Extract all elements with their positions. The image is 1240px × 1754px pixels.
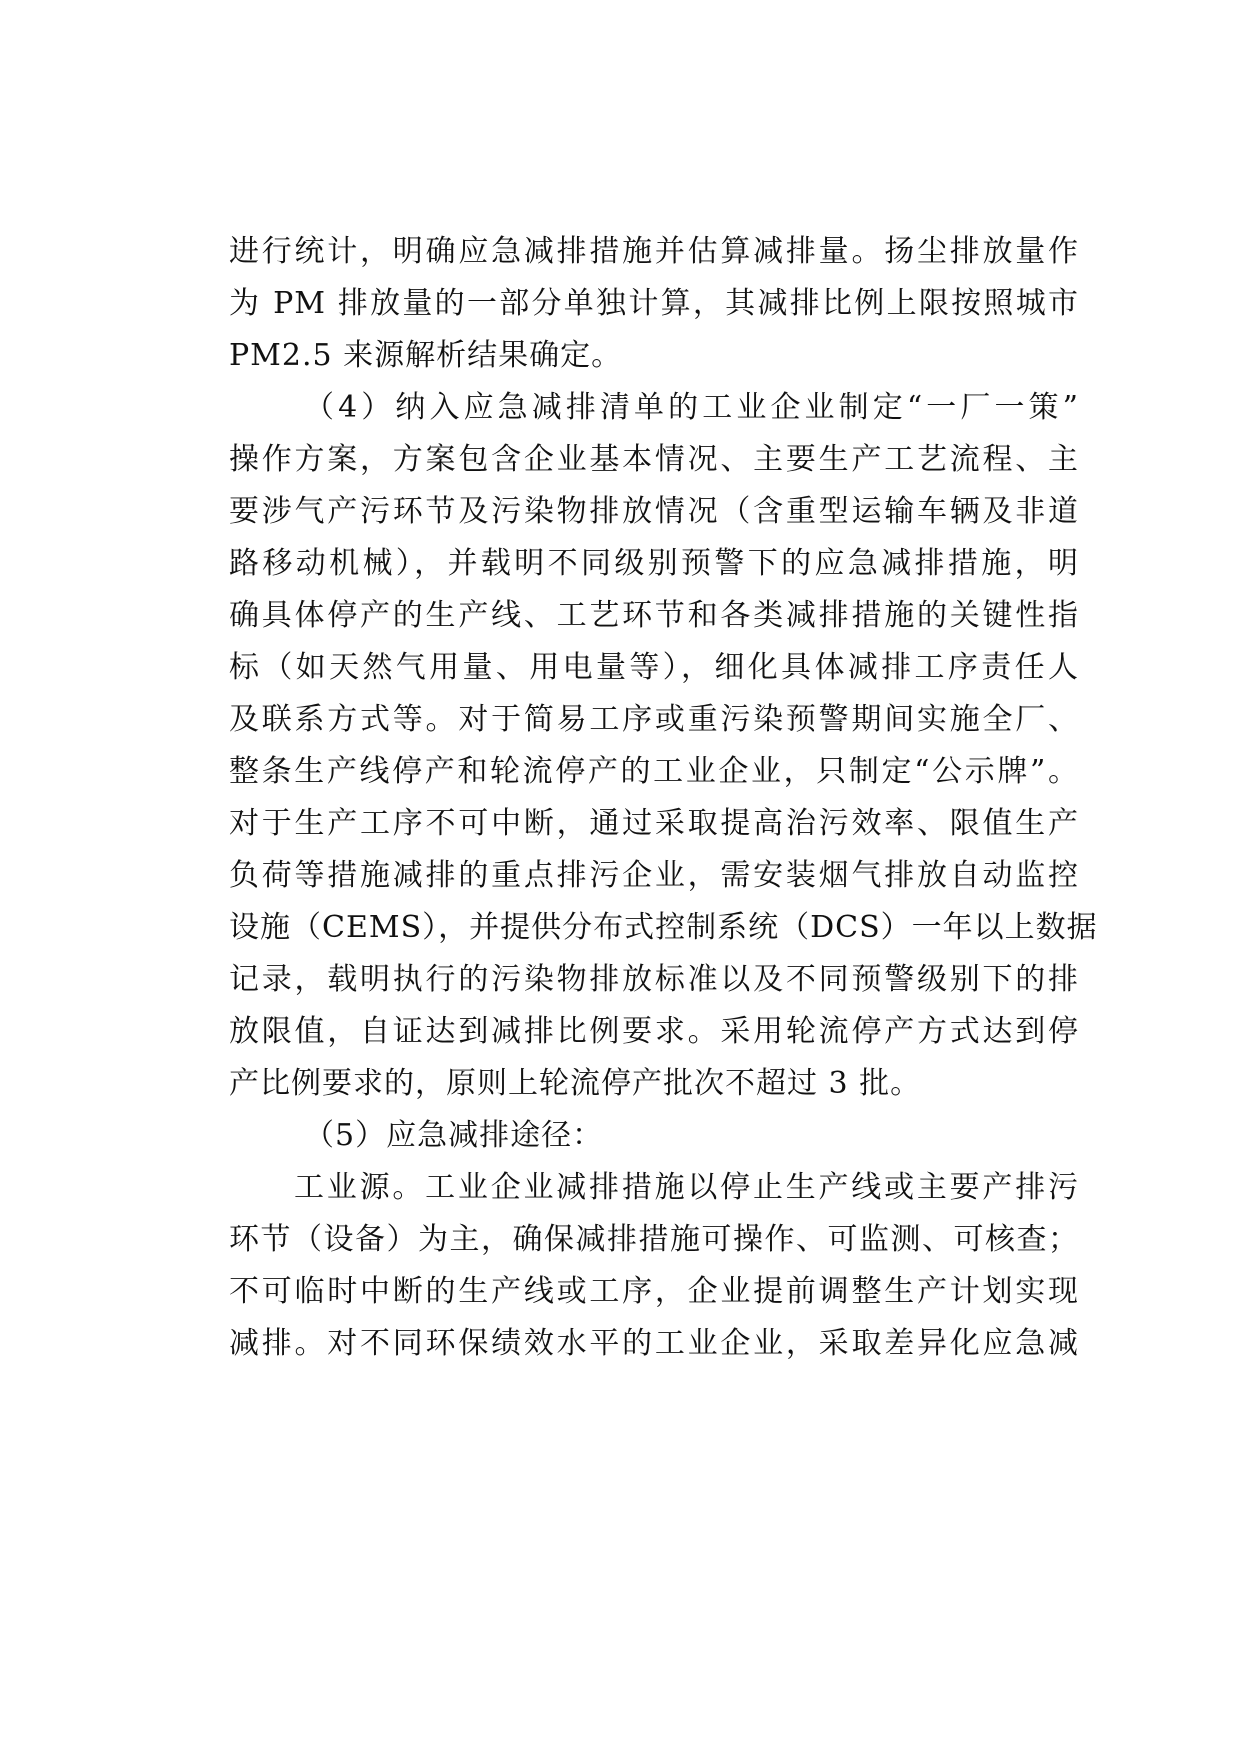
text-line: 整条生产线停产和轮流停产的工业企业，只制定“公示牌”。: [229, 754, 1079, 789]
text-line: 环节（设备）为主，确保减排措施可操作、可监测、可核查；: [229, 1222, 1079, 1257]
text-line: 确具体停产的生产线、工艺环节和各类减排措施的关键性指: [229, 598, 1079, 633]
text-line: 及联系方式等。对于简易工序或重污染预警期间实施全厂、: [229, 702, 1079, 737]
text-line: 不可临时中断的生产线或工序，企业提前调整生产计划实现: [229, 1274, 1079, 1309]
text-line: （4）纳入应急减排清单的工业企业制定“一厂一策”: [304, 390, 1079, 425]
text-line: 记录，载明执行的污染物排放标准以及不同预警级别下的排: [229, 962, 1079, 997]
text-line: 操作方案，方案包含企业基本情况、主要生产工艺流程、主: [229, 442, 1079, 477]
text-line: 路移动机械），并载明不同级别预警下的应急减排措施，明: [229, 546, 1079, 581]
text-line: 负荷等措施减排的重点排污企业，需安装烟气排放自动监控: [229, 858, 1079, 893]
text-line: PM2.5 来源解析结果确定。: [229, 338, 623, 373]
text-line: 对于生产工序不可中断，通过采取提高治污效率、限值生产: [229, 806, 1079, 841]
text-line: 放限值，自证达到减排比例要求。采用轮流停产方式达到停: [229, 1014, 1079, 1049]
text-line: 工业源。工业企业减排措施以停止生产线或主要产排污: [294, 1170, 1079, 1205]
text-line: 减排。对不同环保绩效水平的工业企业，采取差异化应急减: [229, 1326, 1079, 1361]
text-line: 要涉气产污环节及污染物排放情况（含重型运输车辆及非道: [229, 494, 1079, 529]
section-heading: （5）应急减排途径：: [304, 1118, 604, 1153]
text-line: 进行统计，明确应急减排措施并估算减排量。扬尘排放量作: [229, 234, 1079, 269]
text-line: 标（如天然气用量、用电量等），细化具体减排工序责任人: [229, 650, 1079, 685]
text-line: 设施（CEMS），并提供分布式控制系统（DCS）一年以上数据: [229, 910, 1098, 945]
text-line: 为 PM 排放量的一部分单独计算，其减排比例上限按照城市: [229, 286, 1079, 321]
text-line: 产比例要求的，原则上轮流停产批次不超过 3 批。: [229, 1066, 922, 1101]
